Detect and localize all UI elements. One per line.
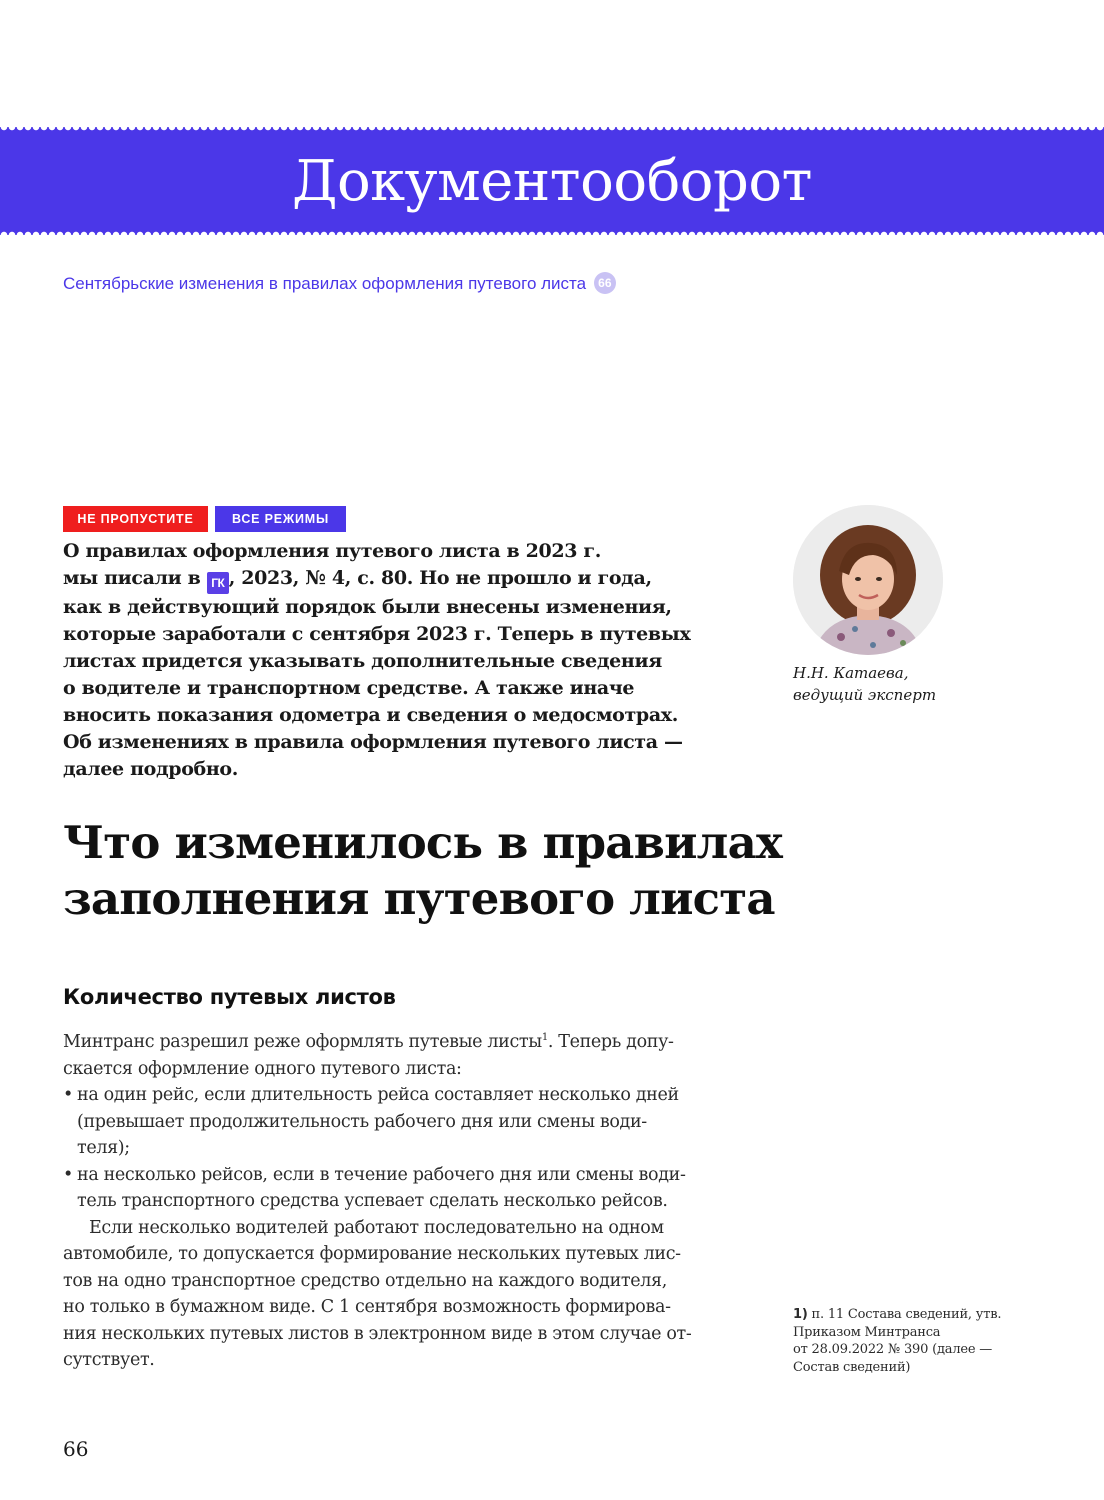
lead-line: о водителе и транспортном средстве. А также иначе — [63, 677, 635, 699]
body-line-end: . Теперь допу- — [547, 1032, 674, 1052]
body-line: тов на одно транспортное средство отдельно на каждого водителя, — [63, 1270, 667, 1291]
body-line: (превышает продолжительность рабочего дня или смены води- — [77, 1111, 647, 1132]
tag-all-regimes: ВСЕ РЕЖИМЫ — [215, 506, 346, 532]
section-subheading: Количество путевых листов — [63, 985, 396, 1009]
body-text — [63, 1029, 753, 1374]
body-line: автомобиле, то допускается формирование нескольких путевых лис- — [63, 1244, 681, 1264]
toc-page-badge: 66 — [594, 272, 616, 294]
article-title-line: Что изменилось в правилах — [63, 816, 782, 869]
lead-line: которые заработали с сентября 2023 г. Теперь в путевых — [63, 623, 691, 645]
footnote-line — [793, 1306, 1023, 1324]
body-line: но только в бумажном виде. С 1 сентября возможность формирова- — [63, 1297, 671, 1317]
lead-line: вносить показания одометра и сведения о медосмотрах. — [63, 704, 679, 726]
footnote-number: 1) — [793, 1307, 808, 1322]
bullet-icon: • — [63, 1164, 73, 1185]
footnote-line: Состав сведений) — [793, 1359, 911, 1375]
lead-line: Об изменениях в правила оформления путевого листа — — [63, 731, 683, 753]
body-line — [63, 1029, 753, 1056]
footnote — [793, 1306, 1023, 1376]
footnote-line: Приказом Минтранса — [793, 1324, 941, 1340]
list-item — [63, 1082, 753, 1109]
list-item — [63, 1162, 753, 1189]
body-line: скается оформление одного путевого листа: — [63, 1058, 462, 1079]
page-number: 66 — [63, 1437, 89, 1461]
toc-link-text[interactable]: Сентябрьские изменения в правилах оформления путевого листа — [63, 274, 587, 293]
lead-line: как в действующий порядок были внесены изменения, — [63, 596, 672, 618]
bullet-icon: • — [63, 1085, 73, 1105]
lead-paragraph — [63, 538, 763, 783]
gk-magazine-icon: ГК — [207, 572, 229, 594]
author-photo — [793, 505, 943, 655]
author-name: Н.Н. Катаева, — [793, 664, 909, 682]
body-line: теля); — [77, 1138, 130, 1158]
list-item-text: на один рейс, если длительность рейса составляет несколько дней — [77, 1085, 679, 1105]
list-item-text: на несколько рейсов, если в течение рабочего дня или смены води- — [77, 1164, 686, 1185]
lead-line: О правилах оформления путевого листа в 2023 г. — [63, 540, 601, 562]
body-line: ния нескольких путевых листов в электронном виде в этом случае от- — [63, 1323, 692, 1344]
body-line: тель транспортного средства успевает сделать несколько рейсов. — [77, 1191, 668, 1211]
author-role: ведущий эксперт — [793, 686, 937, 704]
body-line-start: Минтранс разрешил реже оформлять путевые листы — [63, 1032, 542, 1052]
author-portrait-icon — [793, 505, 943, 655]
toc-link[interactable] — [63, 272, 616, 296]
footnote-text: п. 11 Состава сведений, утв. — [807, 1307, 1002, 1322]
section-title: Документооборот — [291, 149, 813, 214]
lead-line — [63, 565, 763, 594]
tag-dont-miss: НЕ ПРОПУСТИТЕ — [63, 506, 208, 532]
body-line: сутствует. — [63, 1350, 155, 1370]
lead-line-end: , 2023, № 4, с. 80. Но не прошло и года, — [228, 567, 652, 589]
article-title-line: заполнения путевого листа — [63, 872, 775, 925]
footnote-line: от 28.09.2022 № 390 (далее — — [793, 1342, 993, 1357]
lead-line-start: мы писали в — [63, 567, 207, 589]
body-line: Если несколько водителей работают последовательно на одном — [89, 1217, 664, 1238]
article-title — [63, 815, 843, 927]
author-caption — [793, 662, 936, 706]
lead-line: далее подробно. — [63, 758, 238, 780]
footnote-ref[interactable]: 1 — [541, 1032, 548, 1044]
lead-line: листах придется указывать дополнительные сведения — [63, 650, 662, 672]
